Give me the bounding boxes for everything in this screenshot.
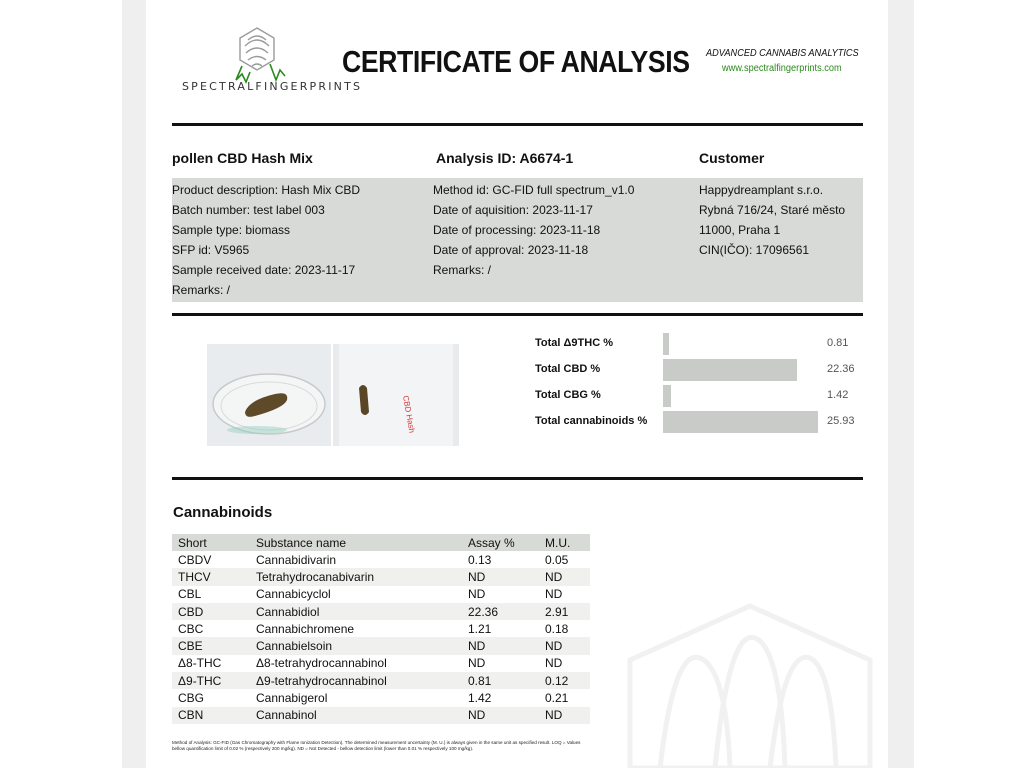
cell-substance: Cannabidivarin — [256, 552, 337, 567]
cell-assay: 22.36 — [462, 603, 539, 620]
cell-mu: ND — [545, 656, 563, 671]
cell-short: Δ8-THC — [178, 656, 222, 671]
table-row — [172, 603, 590, 620]
table-row — [172, 620, 590, 637]
cell-assay: 0.13 — [468, 552, 492, 567]
cell-assay: 1.21 — [468, 621, 492, 636]
table-row — [172, 689, 590, 706]
cell-mu: ND — [539, 637, 590, 654]
date-processing: Date of processing: 2023-11-18 — [433, 223, 601, 237]
total-bar — [663, 411, 818, 433]
analysis-id: Analysis ID: A6674-1 — [436, 150, 574, 166]
sample-photo-dish — [207, 344, 331, 446]
total-label: Total Δ9THC % — [535, 337, 613, 349]
table-row — [172, 586, 590, 603]
total-value: 22.36 — [827, 363, 855, 375]
method-footnote: Method of Analysis: GC-FID (Gas Chromatography with Flame Ionization Detection). The determined measurement uncertainty (M. U.) is always given in the same unit as specified result. LOQ = Values bellow quantification limit of 0.02 % (respectively 200 mg/kg). ND = Not Detected - bellow detection limit (lower than 0.01 % respectively 100 mg/kg). — [172, 740, 581, 751]
col-short: Short — [172, 534, 250, 551]
product-name: pollen CBD Hash Mix — [172, 150, 313, 166]
cell-short: CBL — [178, 587, 202, 602]
cell-assay: ND — [462, 637, 539, 654]
sample-type: Sample type: biomass — [172, 223, 291, 237]
cell-substance: Cannabidiol — [250, 603, 462, 620]
cell-mu: ND — [539, 707, 590, 724]
table-row — [172, 637, 590, 654]
cell-assay: ND — [462, 707, 539, 724]
product-remarks: Remarks: / — [172, 283, 231, 297]
total-bar-track — [663, 333, 811, 355]
cell-mu: 0.05 — [545, 552, 569, 567]
product-description: Product description: Hash Mix CBD — [172, 183, 361, 197]
sample-received-date: Sample received date: 2023-11-17 — [172, 263, 356, 277]
logo-wordmark: SPECTRALFINGERPRINTS — [182, 80, 363, 93]
table-header-row — [172, 534, 590, 551]
cell-assay: 1.42 — [468, 691, 492, 706]
total-label: Total cannabinoids % — [535, 415, 648, 427]
customer-name: Happydreamplant s.r.o. — [699, 183, 824, 197]
cell-short: CBG — [178, 691, 205, 706]
total-bar-track — [663, 385, 811, 407]
date-acquisition: Date of aquisition: 2023-11-17 — [433, 203, 593, 217]
cell-short: CBD — [172, 603, 250, 620]
cell-substance: Cannabicyclol — [256, 587, 331, 602]
document-title: CERTIFICATE OF ANALYSIS — [342, 44, 690, 79]
watermark-logo-icon — [620, 600, 880, 768]
cell-short: CBDV — [178, 552, 212, 567]
col-substance: Substance name — [250, 534, 462, 551]
customer-cin: CIN(IČO): 17096561 — [699, 243, 810, 257]
total-value: 0.81 — [827, 337, 849, 349]
batch-number: Batch number: test label 003 — [172, 203, 325, 217]
sfp-id: SFP id: V5965 — [172, 243, 250, 257]
sample-photo-bag — [333, 344, 459, 446]
divider-middle — [172, 313, 863, 316]
total-value: 25.93 — [827, 415, 855, 427]
total-bar-track — [663, 411, 811, 433]
date-approval: Date of approval: 2023-11-18 — [433, 243, 589, 257]
cell-mu: 0.21 — [545, 691, 569, 706]
company-website-link[interactable]: www.spectralfingerprints.com — [722, 63, 842, 74]
cell-short: Δ9-THC — [172, 672, 250, 689]
page-side-right — [888, 0, 914, 768]
cell-substance: Tetrahydrocanabivarin — [250, 568, 462, 585]
company-tagline: ADVANCED CANNABIS ANALYTICS — [706, 48, 859, 59]
cell-mu: 0.18 — [545, 621, 569, 636]
cell-substance: Δ8-tetrahydrocannabinol — [256, 656, 387, 671]
cell-substance: Cannabichromene — [256, 621, 355, 636]
total-label: Total CBG % — [535, 389, 601, 401]
analysis-remarks: Remarks: / — [433, 263, 492, 277]
cell-short: CBE — [172, 637, 250, 654]
customer-city: 11000, Praha 1 — [699, 223, 781, 237]
table-row — [172, 672, 590, 689]
table-row — [172, 655, 590, 672]
customer-heading: Customer — [699, 150, 765, 166]
customer-street: Rybná 716/24, Staré město — [699, 203, 846, 217]
cell-assay: 0.81 — [462, 672, 539, 689]
method-id: Method id: GC-FID full spectrum_v1.0 — [433, 183, 635, 197]
total-bar — [663, 359, 797, 381]
cell-substance: Cannabinol — [250, 707, 462, 724]
cell-substance: Cannabigerol — [256, 691, 328, 706]
cell-short: CBC — [178, 621, 204, 636]
table-row — [172, 568, 590, 585]
total-bar-track — [663, 359, 811, 381]
sample-label-text: CBD Hash — [401, 394, 417, 434]
product-details — [172, 180, 360, 300]
cannabinoids-table — [172, 534, 590, 724]
col-assay: Assay % — [462, 534, 539, 551]
cell-mu: 0.12 — [539, 672, 590, 689]
table-row — [172, 707, 590, 724]
cell-substance: Δ9-tetrahydrocannabinol — [250, 672, 462, 689]
cell-substance: Cannabielsoin — [250, 637, 462, 654]
cannabinoids-title: Cannabinoids — [173, 504, 273, 521]
page-side-left — [122, 0, 146, 768]
cell-mu: 2.91 — [539, 603, 590, 620]
cell-mu: ND — [539, 568, 590, 585]
analysis-details — [433, 180, 634, 280]
table-row — [172, 551, 590, 568]
cell-assay: ND — [468, 656, 486, 671]
total-bar — [663, 333, 669, 355]
total-label: Total CBD % — [535, 363, 601, 375]
cell-short: THCV — [172, 568, 250, 585]
cell-assay: ND — [468, 587, 486, 602]
cell-mu: ND — [545, 587, 563, 602]
col-mu: M.U. — [539, 534, 590, 551]
customer-details — [699, 180, 845, 260]
cell-assay: ND — [462, 568, 539, 585]
divider-bottom — [172, 477, 863, 480]
total-value: 1.42 — [827, 389, 849, 401]
total-bar — [663, 385, 671, 407]
divider-top — [172, 123, 863, 126]
cell-short: CBN — [172, 707, 250, 724]
